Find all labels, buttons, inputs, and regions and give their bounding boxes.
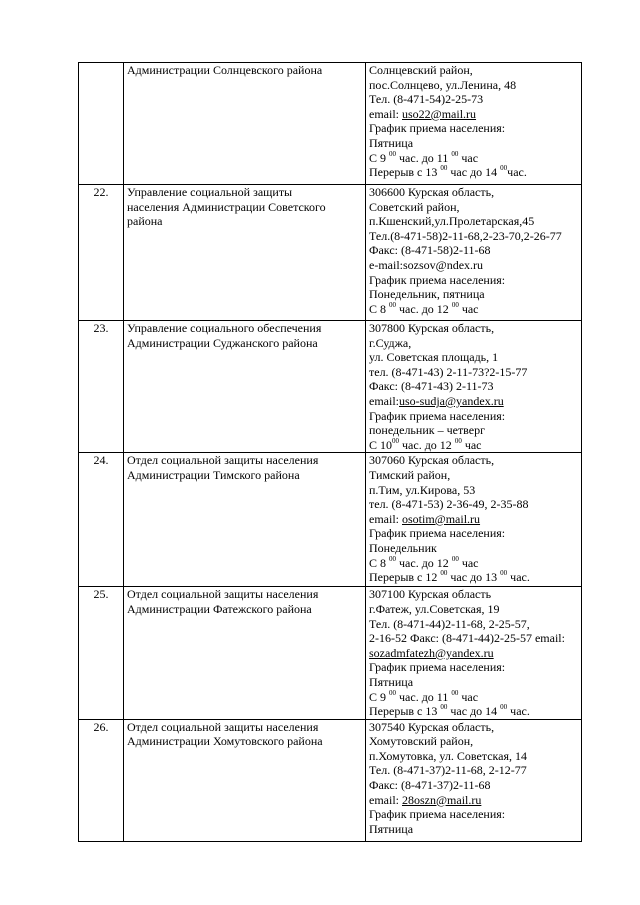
organization-name: Отдел социальной защиты населения Администрации Фатежского района [124,587,366,719]
table-row [79,185,582,321]
organization-name: Управление социального обеспечения Администрации Суджанского района [124,321,366,453]
schedule-break: Перерыв с 13 $^{00}$ час до 14 $^{00}$час. [369,164,527,180]
table-row [79,719,582,841]
schedule-days: Пятница [369,135,414,150]
schedule-days: Пятница [369,674,414,689]
email-line: email: 28oszn@mail.ru [369,792,482,807]
table-row [79,587,582,719]
schedule-hours: С 8 $^{00}$ час. до 12 $^{00}$ час [369,554,479,570]
email-line: email: osotim@mail.ru [369,511,481,526]
email-link[interactable]: sozadmfatezh@yandex.ru [369,645,494,660]
fax-line: Факс: (8-471-37)2-11-68 [369,778,491,793]
schedule-days: Понедельник, пятница [369,287,485,302]
address-line: Хомутовский район, [369,734,474,749]
schedule-heading: График приема населения: [369,526,506,541]
organization-name: Управление социальной защиты населения Администрации Советского района [124,185,366,321]
table-row [79,63,582,185]
phone-line: Тел.(8-471-58)2-11-68,2-23-70,2-26-77 [369,228,562,243]
table-row [79,453,582,587]
contact-info [366,321,582,453]
schedule-heading: График приема населения: [369,272,506,287]
phone-line: тел. (8-471-43) 2-11-73?2-15-77 [369,364,528,379]
phone-line: тел. (8-471-53) 2-36-49, 2-35-88 [369,497,529,512]
table-row [79,321,582,453]
schedule-heading: График приема населения: [369,660,506,675]
email-line: e-mail:sozsov@ndex.ru [369,257,484,272]
address-line: г.Суджа, [369,335,412,350]
address-line: п.Хомутовка, ул. Советская, 14 [369,748,528,763]
row-number: 25. [79,587,124,719]
schedule-hours: С $10^{00}$ час. до 12 $^{00}$ час [369,436,482,452]
row-number: 22. [79,185,124,321]
address-line: Тимский район, [369,467,451,482]
schedule-days: понедельник – четверг [369,423,486,438]
schedule-days: Пятница [369,821,414,836]
contact-info [366,185,582,321]
schedule-heading: График приема населения: [369,408,506,423]
address-line: ул. Советская площадь, 1 [369,350,499,365]
organization-name: Отдел социальной защиты населения Администрации Тимского района [124,453,366,587]
email-line: email: uso22@mail.ru [369,106,477,121]
address-line: 307100 Курская область [369,587,492,602]
row-number: 24. [79,453,124,587]
row-number: 23. [79,321,124,453]
contact-info [366,587,582,719]
schedule-days: Понедельник [369,540,437,555]
schedule-hours: С 9 $^{00}$ час. до 11 $^{00}$ час [369,688,479,704]
schedule-hours: С 9 $^{00}$ час. до 11 $^{00}$ час [369,149,479,165]
email-line: email:uso-sudja@yandex.ru [369,393,504,408]
email-link[interactable]: uso-sudja@yandex.ru [399,393,504,408]
fax-line: Факс: (8-471-43) 2-11-73 [369,379,494,394]
address-line: пос.Солнцево, ул.Ленина, 48 [369,77,517,92]
schedule-heading: График приема населения: [369,121,506,136]
phone-line: Тел. (8-471-44)2-11-68, 2-25-57, [369,616,530,631]
address-line: 307060 Курская область, [369,453,495,468]
email-link[interactable]: uso22@mail.ru [402,106,477,121]
schedule-heading: График приема населения: [369,807,506,822]
contact-info [366,719,582,841]
row-number [79,63,124,185]
contact-info [366,63,582,185]
address-line: 307800 Курская область, [369,321,495,335]
contact-info [366,453,582,587]
schedule-break: Перерыв с 13 $^{00}$ час до 14 $^{00}$ час. [369,703,530,719]
address-line: г.Фатеж, ул.Советская, 19 [369,601,500,616]
phone-line: Тел. (8-471-54)2-25-73 [369,92,484,107]
address-line: Солнцевский район, [369,63,473,77]
phone-line: Тел. (8-471-37)2-11-68, 2-12-77 [369,763,527,778]
address-line: 307540 Курская область, [369,719,495,734]
organization-name: Отдел социальной защиты населения Администрации Хомутовского района [124,719,366,841]
fax-line: Факс: (8-471-58)2-11-68 [369,243,491,258]
email-link[interactable]: 28oszn@mail.ru [402,792,482,807]
address-line: п.Кшенский,ул.Пролетарская,45 [369,214,535,229]
address-line: 306600 Курская область, [369,185,495,199]
address-line: п.Тим, ул.Кирова, 53 [369,482,476,497]
row-number: 26. [79,719,124,841]
organization-name: Администрации Солнцевского района [124,63,366,185]
schedule-hours: С 8 $^{00}$ час. до 12 $^{00}$ час [369,300,479,316]
fax-line: 2-16-52 Факс: (8-471-44)2-25-57 email: [369,631,565,646]
contacts-table [78,62,582,842]
email-link[interactable]: osotim@mail.ru [402,511,481,526]
schedule-break: Перерыв с 12 $^{00}$ час до 13 $^{00}$ час. [369,569,530,585]
address-line: Советский район, [369,199,460,214]
